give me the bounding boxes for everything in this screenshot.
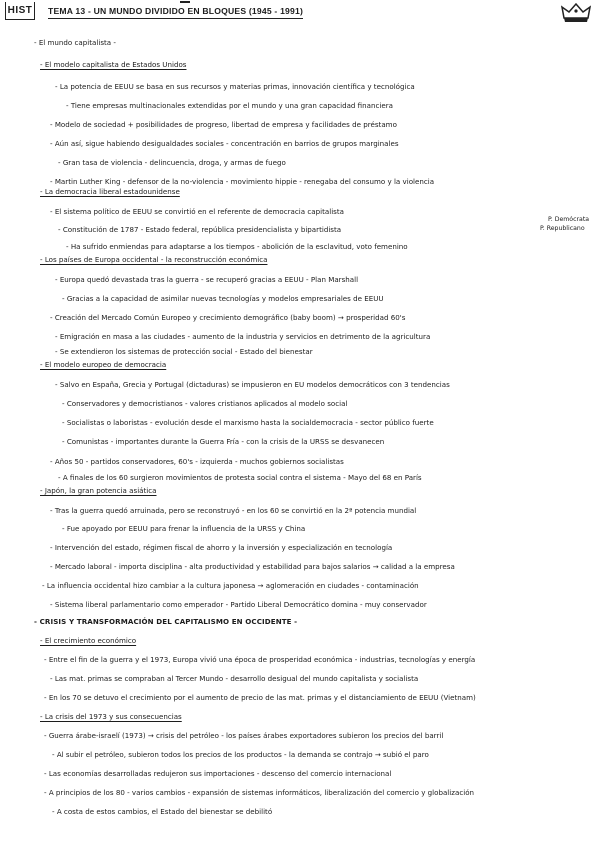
margin-note: P. Demócrata [548,216,590,223]
note-line: - Tiene empresas multinacionales extendidas por el mundo y una gran capacidad financiera [66,101,393,110]
top-mark [180,1,190,3]
margin-note: P. Republicano [540,225,585,232]
note-line: - Martin Luther King - defensor de la no-violencia - movimiento hippie - renegaba del consumo y la violencia [50,177,435,186]
note-line: - La democracia liberal estadounidense [40,187,180,196]
note-line: - Japón, la gran potencia asiática [40,486,157,495]
note-line: - Entre el fin de la guerra y el 1973, Europa vivió una época de prosperidad económica - industrias, tecnologías y energía [44,655,476,664]
note-line: - El sistema político de EEUU se convirtió en el referente de democracia capitalista [50,207,344,216]
crown-icon [560,2,592,24]
note-line: - Conservadores y democristianos - valores cristianos aplicados al modelo social [62,399,348,408]
note-line: - Aún así, sigue habiendo desigualdades sociales - concentración en barrios de grupos marginales [50,139,399,148]
note-line: - El modelo europeo de democracia [40,360,167,369]
note-line: - Intervención del estado, régimen fiscal de ahorro y la inversión y especialización en tecnología [50,543,393,552]
note-line: - Creación del Mercado Común Europeo y crecimiento demográfico (baby boom) → prosperidad 60's [50,313,406,322]
note-line: - Europa quedó devastada tras la guerra - se recuperó gracias a EEUU - Plan Marshall [55,275,359,284]
note-line: - El mundo capitalista - [34,38,116,47]
note-line: - Años 50 - partidos conservadores, 60's - izquierda - muchos gobiernos socialistas [50,457,344,466]
note-line: - A finales de los 60 surgieron movimientos de protesta social contra el sistema - Mayo del 68 en París [58,473,422,482]
note-line: - El crecimiento económico [40,636,137,645]
note-line: - El modelo capitalista de Estados Unidos [40,60,187,69]
note-line: - Se extendieron los sistemas de protección social - Estado del bienestar [55,347,313,356]
note-line: - A principios de los 80 - varios cambios - expansión de sistemas informáticos, liberalización del comercio y globalización [44,788,475,797]
page-title: TEMA 13 - UN MUNDO DIVIDIDO EN BLOQUES (1945 - 1991) [48,6,303,19]
section-heading: - CRISIS Y TRANSFORMACIÓN DEL CAPITALISMO EN OCCIDENTE - [34,617,298,626]
note-line: - La influencia occidental hizo cambiar a la cultura japonesa → aglomeración en ciudades - contaminación [42,581,419,590]
note-line: - Tras la guerra quedó arruinada, pero se reconstruyó - en los 60 se convirtió en la 2ª potencia mundial [50,506,417,515]
note-line: - Fue apoyado por EEUU para frenar la influencia de la URSS y China [62,524,306,533]
subject-tag: HIST [5,2,35,20]
note-line: - Las economías desarrolladas redujeron sus importaciones - descenso del comercio internacional [44,769,392,778]
note-line: - Gran tasa de violencia - delincuencia, droga, y armas de fuego [58,158,286,167]
note-line: - Sistema liberal parlamentario como emperador - Partido Liberal Democrático domina - muy conservador [50,600,427,609]
note-line: - Guerra árabe-israelí (1973) → crisis del petróleo - los países árabes exportadores subieron los precios del barril [44,731,444,740]
note-line: - Gracias a la capacidad de asimilar nuevas tecnologías y modelos empresariales de EEUU [62,294,384,303]
note-line: - Modelo de sociedad + posibilidades de progreso, libertad de empresa y facilidades de préstamo [50,120,397,129]
note-line: - Los países de Europa occidental - la reconstrucción económica [40,255,268,264]
note-line: - Las mat. primas se compraban al Tercer Mundo - desarrollo desigual del mundo capitalista y socialista [50,674,419,683]
note-line: - En los 70 se detuvo el crecimiento por el aumento de precio de las mat. primas y el distanciamiento de EEUU (Vietnam) [44,693,476,702]
note-line: - Comunistas - importantes durante la Guerra Fría - con la crisis de la URSS se desvanecen [62,437,385,446]
note-line: - La potencia de EEUU se basa en sus recursos y materias primas, innovación científica y tecnológica [55,82,415,91]
note-line: - A costa de estos cambios, el Estado del bienestar se debilitó [52,807,273,816]
note-line: - Al subir el petróleo, subieron todos los precios de los productos - la demanda se contrajo → subió el paro [52,750,429,759]
note-line: - Salvo en España, Grecia y Portugal (dictaduras) se impusieron en EU modelos democráticos con 3 tendencias [55,380,450,389]
note-line: - Mercado laboral - importa disciplina - alta productividad y estabilidad para bajos salarios → calidad a la empresa [50,562,455,571]
note-line: - La crisis del 1973 y sus consecuencias [40,712,182,721]
note-line: - Constitución de 1787 - Estado federal, república presidencialista y bipartidista [58,225,342,234]
note-line: - Emigración en masa a las ciudades - aumento de la industria y servicios en detrimento de la agricultura [55,332,431,341]
note-line: - Socialistas o laboristas - evolución desde el marxismo hasta la socialdemocracia - sector público fuerte [62,418,434,427]
note-line: - Ha sufrido enmiendas para adaptarse a los tiempos - abolición de la esclavitud, voto femenino [66,242,408,251]
